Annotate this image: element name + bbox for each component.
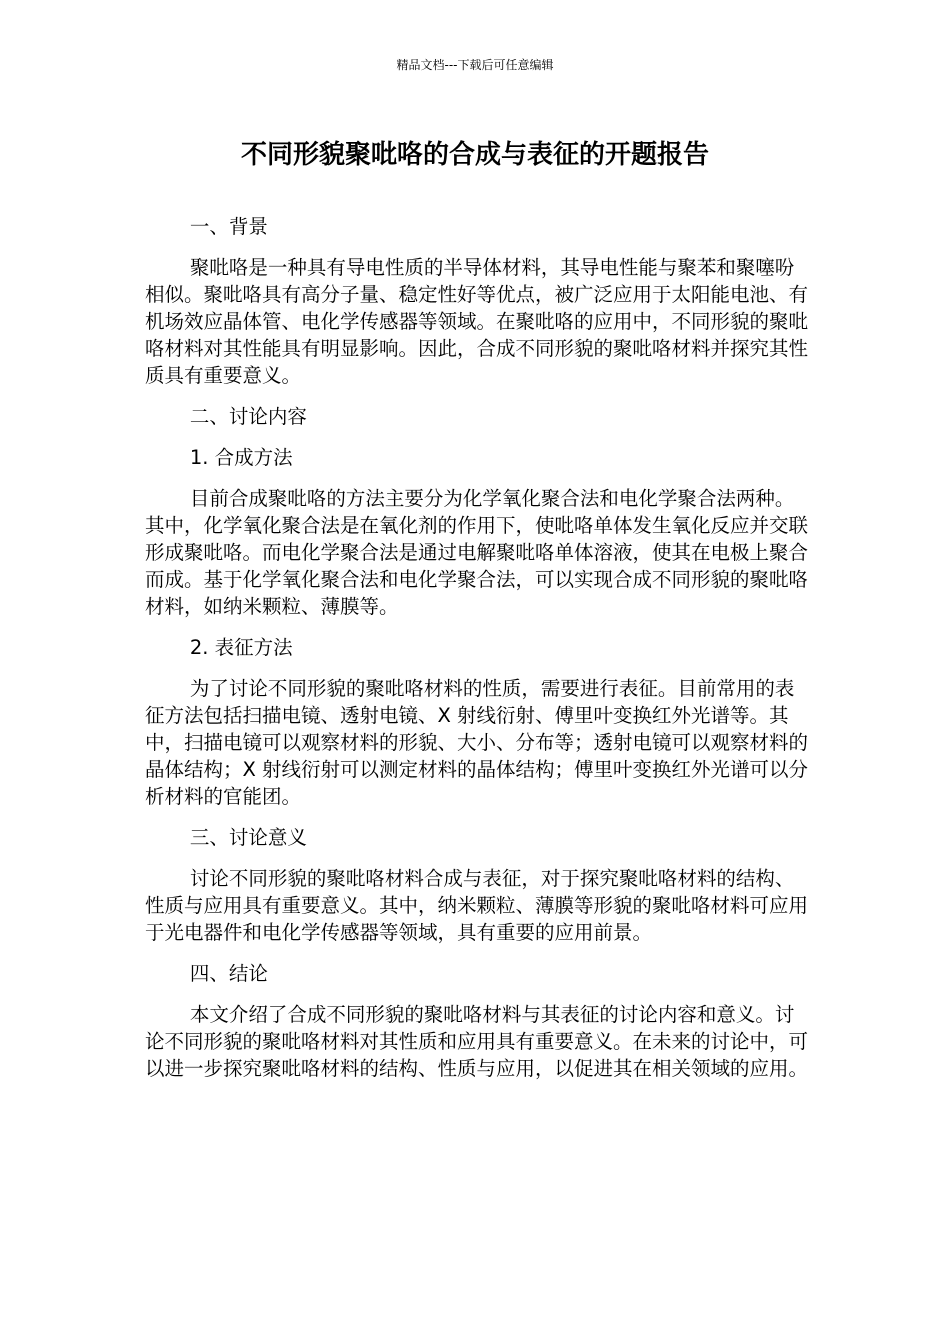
subsection-heading-synthesis: 1. 合成方法 [189,446,293,469]
document-body [145,213,810,1096]
section-heading-discussion: 二、讨论内容 [189,405,307,428]
paragraph-conclusion: 本文介绍了合成不同形貌的聚吡咯材料与其表征的讨论内容和意义。讨论不同形貌的聚吡咯材料对其性质和应用具有重要意义。在未来的讨论中，可以进一步探究聚吡咯材料的结构、性质与应用，以促进其在相关领域的应用。 [145,1003,809,1080]
paragraph-background: 聚吡咯是一种具有导电性质的半导体材料，其导电性能与聚苯和聚噻吩相似。聚吡咯具有高分子量、稳定性好等优点，被广泛应用于太阳能电池、有机场效应晶体管、电化学传感器等领域。在聚吡咯的应用中，不同形貌的聚吡咯材料对其性能具有明显影响。因此，合成不同形貌的聚吡咯材料并探究其性质具有重要意义。 [145,256,809,387]
page-header-note: 精品文档---下载后可任意编辑 [396,58,554,72]
subsection-heading-characterization: 2. 表征方法 [189,636,293,659]
paragraph-significance: 讨论不同形貌的聚吡咯材料合成与表征，对于探究聚吡咯材料的结构、性质与应用具有重要意义。其中，纳米颗粒、薄膜等形貌的聚吡咯材料可应用于光电器件和电化学传感器等领域，具有重要的应用前景。 [145,867,809,944]
document-title: 不同形貌聚吡咯的合成与表征的开题报告 [240,140,709,170]
section-heading-background: 一、背景 [189,215,268,238]
paragraph-synthesis: 目前合成聚吡咯的方法主要分为化学氧化聚合法和电化学聚合法两种。其中，化学氧化聚合法是在氧化剂的作用下，使吡咯单体发生氧化反应并交联形成聚吡咯。而电化学聚合法是通过电解聚吡咯单体溶液，使其在电极上聚合而成。基于化学氧化聚合法和电化学聚合法，可以实现合成不同形貌的聚吡咯材料，如纳米颗粒、薄膜等。 [145,487,809,618]
section-heading-significance: 三、讨论意义 [189,826,307,849]
section-heading-conclusion: 四、结论 [189,962,268,985]
paragraph-characterization: 为了讨论不同形貌的聚吡咯材料的性质，需要进行表征。目前常用的表征方法包括扫描电镜、透射电镜、X 射线衍射、傅里叶变换红外光谱等。其中，扫描电镜可以观察材料的形貌、大小、分布等；透射电镜可以观察材料的晶体结构；X 射线衍射可以测定材料的晶体结构；傅里叶变换红外光谱可以分析材料的官能团。 [145,677,809,808]
